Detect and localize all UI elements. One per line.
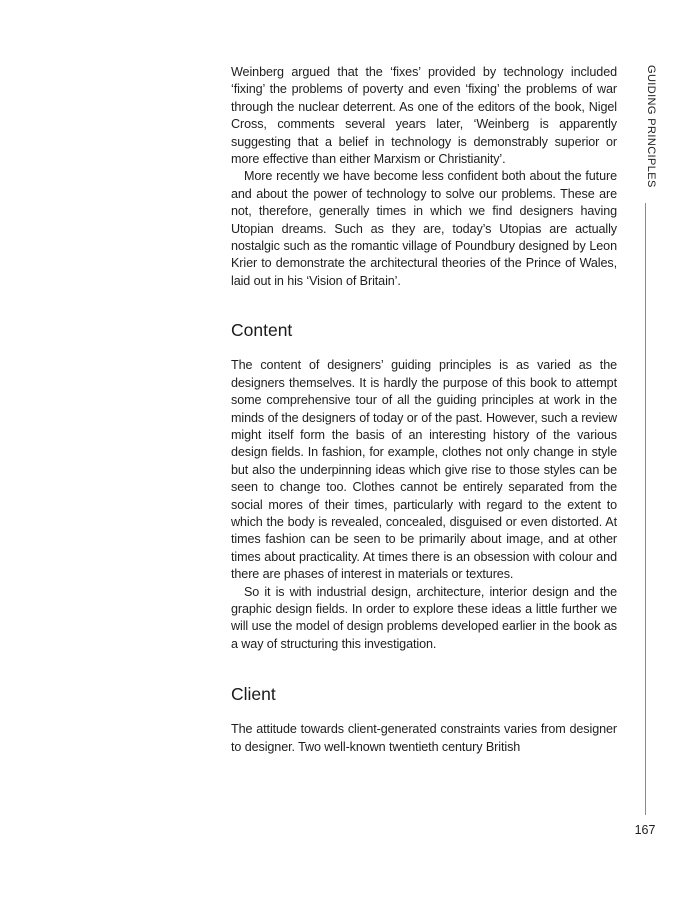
client-paragraph-1: The attitude towards client-generated constraints varies from designer to designer. Two well-known twentieth century British [231,722,617,754]
client-heading: Client [231,684,276,705]
intro-paragraph-1: Weinberg argued that the ‘fixes’ provided by technology included ‘fixing’ the problems of poverty and even ‘fixing’ the problems of war through the nuclear deterrent. As one of the editors of the book, Nigel Cross, comments several years later, ‘Weinberg is apparently suggesting that a belief in technology is demonstrably superior or more effective than either Marxism or Christianity’. [231,65,617,167]
intro-paragraph-2: More recently we have become less confident both about the future and about the power of technology to solve our problems. These are not, therefore, generally times in which we find designers having Utopian dreams. Such as they are, today’s Utopias are actually nostalgic such as the romantic village of Poundbury designed by Leon Krier to demonstrate the architectural theories of the Prince of Wales, laid out in his ‘Vision of Britain’. [231,169,617,288]
content-paragraph-1: The content of designers’ guiding principles is as varied as the designers themselves. It is hardly the purpose of this book to attempt some comprehensive tour of all the guiding principles at work in the minds of the designers of today or of the past. However, such a review might itself form the basis of an interesting history of the various design fields. In fashion, for example, clothes not only change in style but also the underpinning ideas which give rise to those styles can be seen to change too. Clothes cannot be entirely separated from the social mores of their times, particularly with regard to the extent to which the body is revealed, concealed, disguised or even distorted. At times fashion can be seen to be primarily about image, and at other times about practicality. At times there is an obsession with colour and there are phases of interest in materials or textures. [231,358,617,582]
margin-rule [645,203,646,815]
main-text-column [231,64,617,756]
content-heading: Content [231,320,293,341]
page-number: 167 [634,823,656,837]
content-paragraph-2: So it is with industrial design, architecture, interior design and the graphic design fields. In order to explore these ideas a little further we will use the model of design problems developed earlier in the book as a way of structuring this investigation. [231,584,617,651]
running-head: GUIDING PRINCIPLES [645,65,657,188]
